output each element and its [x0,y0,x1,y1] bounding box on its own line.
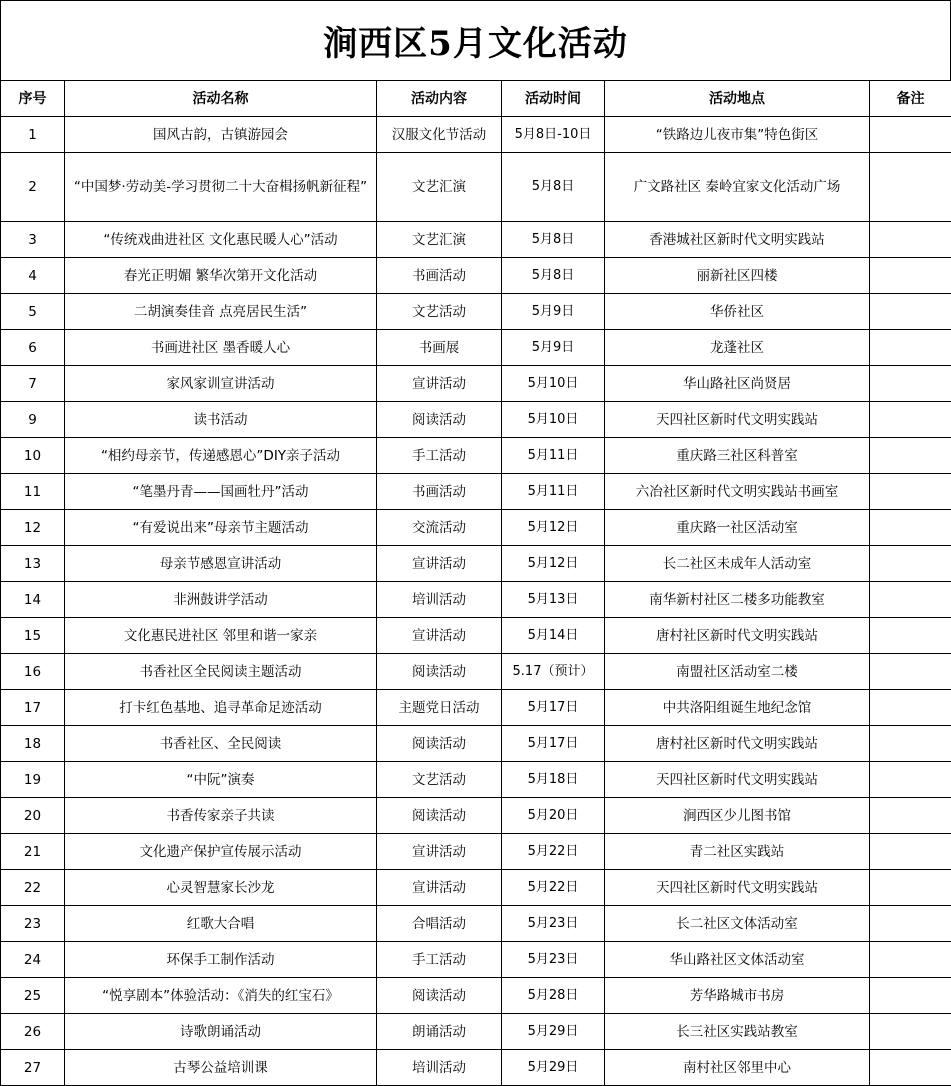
cell-no: 6 [1,330,65,366]
cell-no: 13 [1,546,65,582]
header-name: 活动名称 [65,81,377,117]
table-row [1,1014,951,1050]
cell-content: 朗诵活动 [377,1014,502,1050]
table-row [1,762,951,798]
cell-note [870,870,951,906]
table-row [1,798,951,834]
cell-name: “中国梦·劳动美-学习贯彻二十大奋楫扬帆新征程” [65,153,377,222]
cell-name: 春光正明媚 繁华次第开文化活动 [65,258,377,294]
cell-content: 宣讲活动 [377,618,502,654]
cell-no: 14 [1,582,65,618]
table-row [1,438,951,474]
cell-note [870,1050,951,1086]
cell-content: 书画活动 [377,258,502,294]
cell-no: 1 [1,117,65,153]
cell-content: 主题党日活动 [377,690,502,726]
cell-no: 24 [1,942,65,978]
cell-no: 23 [1,906,65,942]
header-no: 序号 [1,81,65,117]
cell-place: 长二社区未成年人活动室 [605,546,870,582]
cell-place: 芳华路城市书房 [605,978,870,1014]
cell-time: 5月12日 [502,546,605,582]
table-row [1,294,951,330]
cell-time: 5月8日 [502,222,605,258]
cell-time: 5月18日 [502,762,605,798]
cell-time: 5月17日 [502,726,605,762]
cell-note [870,546,951,582]
cell-name: 红歌大合唱 [65,906,377,942]
cell-place: 天四社区新时代文明实践站 [605,762,870,798]
cell-content: 文艺活动 [377,294,502,330]
header-time: 活动时间 [502,81,605,117]
cell-content: 阅读活动 [377,402,502,438]
cell-no: 16 [1,654,65,690]
cell-name: “笔墨丹青——国画牡丹”活动 [65,474,377,510]
cell-no: 3 [1,222,65,258]
cell-note [870,654,951,690]
cell-time: 5月9日 [502,330,605,366]
cell-content: 汉服文化节活动 [377,117,502,153]
cell-name: 打卡红色基地、追寻革命足迹活动 [65,690,377,726]
cell-note [870,117,951,153]
cell-place: 天四社区新时代文明实践站 [605,870,870,906]
cell-no: 27 [1,1050,65,1086]
cell-name: 读书活动 [65,402,377,438]
table-row [1,258,951,294]
cell-time: 5月14日 [502,618,605,654]
table-row [1,834,951,870]
cell-no: 7 [1,366,65,402]
cell-content: 文艺活动 [377,762,502,798]
header-row [1,81,951,117]
cell-content: 手工活动 [377,942,502,978]
sheet-title: 涧西区5月文化活动 [0,0,951,80]
cell-name: 母亲节感恩宣讲活动 [65,546,377,582]
table-row [1,117,951,153]
cell-name: “相约母亲节，传递感恩心”DIY亲子活动 [65,438,377,474]
cell-content: 文艺汇演 [377,153,502,222]
cell-no: 11 [1,474,65,510]
cell-note [870,153,951,222]
cell-content: 宣讲活动 [377,834,502,870]
table-row [1,153,951,222]
cell-note [870,942,951,978]
cell-no: 26 [1,1014,65,1050]
cell-content: 手工活动 [377,438,502,474]
cell-note [870,618,951,654]
table-row [1,942,951,978]
table-row [1,726,951,762]
cell-no: 18 [1,726,65,762]
cell-name: 书香传家亲子共读 [65,798,377,834]
cell-no: 17 [1,690,65,726]
cell-note [870,1014,951,1050]
cell-place: 南村社区邻里中心 [605,1050,870,1086]
cell-note [870,402,951,438]
cell-content: 阅读活动 [377,798,502,834]
header-place: 活动地点 [605,81,870,117]
cell-time: 5月10日 [502,402,605,438]
cell-time: 5月13日 [502,582,605,618]
cell-name: 古琴公益培训课 [65,1050,377,1086]
table-row [1,654,951,690]
cell-content: 宣讲活动 [377,870,502,906]
cell-time: 5月17日 [502,690,605,726]
cell-content: 宣讲活动 [377,366,502,402]
cell-place: 青二社区实践站 [605,834,870,870]
cell-name: 非洲鼓讲学活动 [65,582,377,618]
cell-name: 二胡演奏佳音 点亮居民生活” [65,294,377,330]
cell-content: 培训活动 [377,582,502,618]
cell-no: 21 [1,834,65,870]
activity-table [0,80,951,1086]
cell-place: 华山路社区文体活动室 [605,942,870,978]
cell-place: 中共洛阳组诞生地纪念馆 [605,690,870,726]
cell-no: 10 [1,438,65,474]
cell-no: 2 [1,153,65,222]
cell-time: 5月28日 [502,978,605,1014]
table-row [1,402,951,438]
cell-time: 5月11日 [502,474,605,510]
cell-place: 长三社区实践站教室 [605,1014,870,1050]
cell-note [870,906,951,942]
cell-no: 20 [1,798,65,834]
cell-place: 南盟社区活动室二楼 [605,654,870,690]
table-row [1,474,951,510]
cell-no: 9 [1,402,65,438]
table-row [1,366,951,402]
cell-time: 5月10日 [502,366,605,402]
cell-content: 书画活动 [377,474,502,510]
cell-time: 5月11日 [502,438,605,474]
cell-place: 天四社区新时代文明实践站 [605,402,870,438]
cell-content: 阅读活动 [377,654,502,690]
cell-note [870,330,951,366]
cell-name: 书香社区全民阅读主题活动 [65,654,377,690]
cell-place: 重庆路一社区活动室 [605,510,870,546]
cell-no: 19 [1,762,65,798]
cell-time: 5月29日 [502,1050,605,1086]
cell-content: 阅读活动 [377,726,502,762]
cell-name: 文化遗产保护宣传展示活动 [65,834,377,870]
cell-time: 5月8日-10日 [502,117,605,153]
table-row [1,330,951,366]
cell-place: 香港城社区新时代文明实践站 [605,222,870,258]
cell-time: 5.17（预计） [502,654,605,690]
cell-place: 唐村社区新时代文明实践站 [605,726,870,762]
cell-note [870,762,951,798]
cell-place: 华侨社区 [605,294,870,330]
cell-note [870,798,951,834]
cell-time: 5月8日 [502,153,605,222]
cell-time: 5月20日 [502,798,605,834]
cell-name: 书画进社区 墨香暖人心 [65,330,377,366]
cell-place: 华山路社区尚贤居 [605,366,870,402]
table-row [1,690,951,726]
header-content: 活动内容 [377,81,502,117]
cell-name: 心灵智慧家长沙龙 [65,870,377,906]
cell-note [870,366,951,402]
cell-time: 5月9日 [502,294,605,330]
table-row [1,906,951,942]
cell-note [870,438,951,474]
cell-time: 5月8日 [502,258,605,294]
cell-time: 5月23日 [502,942,605,978]
cell-no: 4 [1,258,65,294]
cell-note [870,474,951,510]
table-row [1,978,951,1014]
cell-content: 阅读活动 [377,978,502,1014]
table-row [1,510,951,546]
cell-content: 书画展 [377,330,502,366]
table-row [1,582,951,618]
cell-name: 环保手工制作活动 [65,942,377,978]
table-row [1,870,951,906]
cell-content: 宣讲活动 [377,546,502,582]
cell-time: 5月22日 [502,870,605,906]
cell-name: 诗歌朗诵活动 [65,1014,377,1050]
cell-no: 25 [1,978,65,1014]
cell-name: “有爱说出来”母亲节主题活动 [65,510,377,546]
cell-content: 交流活动 [377,510,502,546]
cell-name: “悦享剧本”体验活动：《消失的红宝石》 [65,978,377,1014]
cell-note [870,258,951,294]
cell-note [870,978,951,1014]
table-row [1,222,951,258]
cell-place: 六冶社区新时代文明实践站书画室 [605,474,870,510]
cell-place: 南华新村社区二楼多功能教室 [605,582,870,618]
cell-place: 涧西区少儿图书馆 [605,798,870,834]
table-row [1,618,951,654]
cell-place: 广文路社区 秦岭宜家文化活动广场 [605,153,870,222]
cell-name: “传统戏曲进社区 文化惠民暖人心”活动 [65,222,377,258]
cell-place: 长二社区文体活动室 [605,906,870,942]
cell-content: 培训活动 [377,1050,502,1086]
cell-note [870,834,951,870]
cell-name: 国风古韵，古镇游园会 [65,117,377,153]
cell-no: 5 [1,294,65,330]
cell-place: 唐村社区新时代文明实践站 [605,618,870,654]
cell-note [870,510,951,546]
cell-note [870,690,951,726]
header-note: 备注 [870,81,951,117]
cell-name: “中阮”演奏 [65,762,377,798]
table-row [1,1050,951,1086]
cell-no: 15 [1,618,65,654]
cell-name: 文化惠民进社区 邻里和谐一家亲 [65,618,377,654]
cell-note [870,222,951,258]
cell-note [870,582,951,618]
cell-name: 书香社区、全民阅读 [65,726,377,762]
cell-place: 丽新社区四楼 [605,258,870,294]
cell-name: 家风家训宣讲活动 [65,366,377,402]
cell-time: 5月12日 [502,510,605,546]
cell-note [870,294,951,330]
cell-time: 5月23日 [502,906,605,942]
cell-time: 5月29日 [502,1014,605,1050]
cell-place: 重庆路三社区科普室 [605,438,870,474]
cell-time: 5月22日 [502,834,605,870]
cell-content: 文艺汇演 [377,222,502,258]
cell-place: “铁路边儿夜市集”特色街区 [605,117,870,153]
cell-no: 22 [1,870,65,906]
cell-place: 龙蓬社区 [605,330,870,366]
table-row [1,546,951,582]
cell-no: 12 [1,510,65,546]
cell-content: 合唱活动 [377,906,502,942]
cell-note [870,726,951,762]
